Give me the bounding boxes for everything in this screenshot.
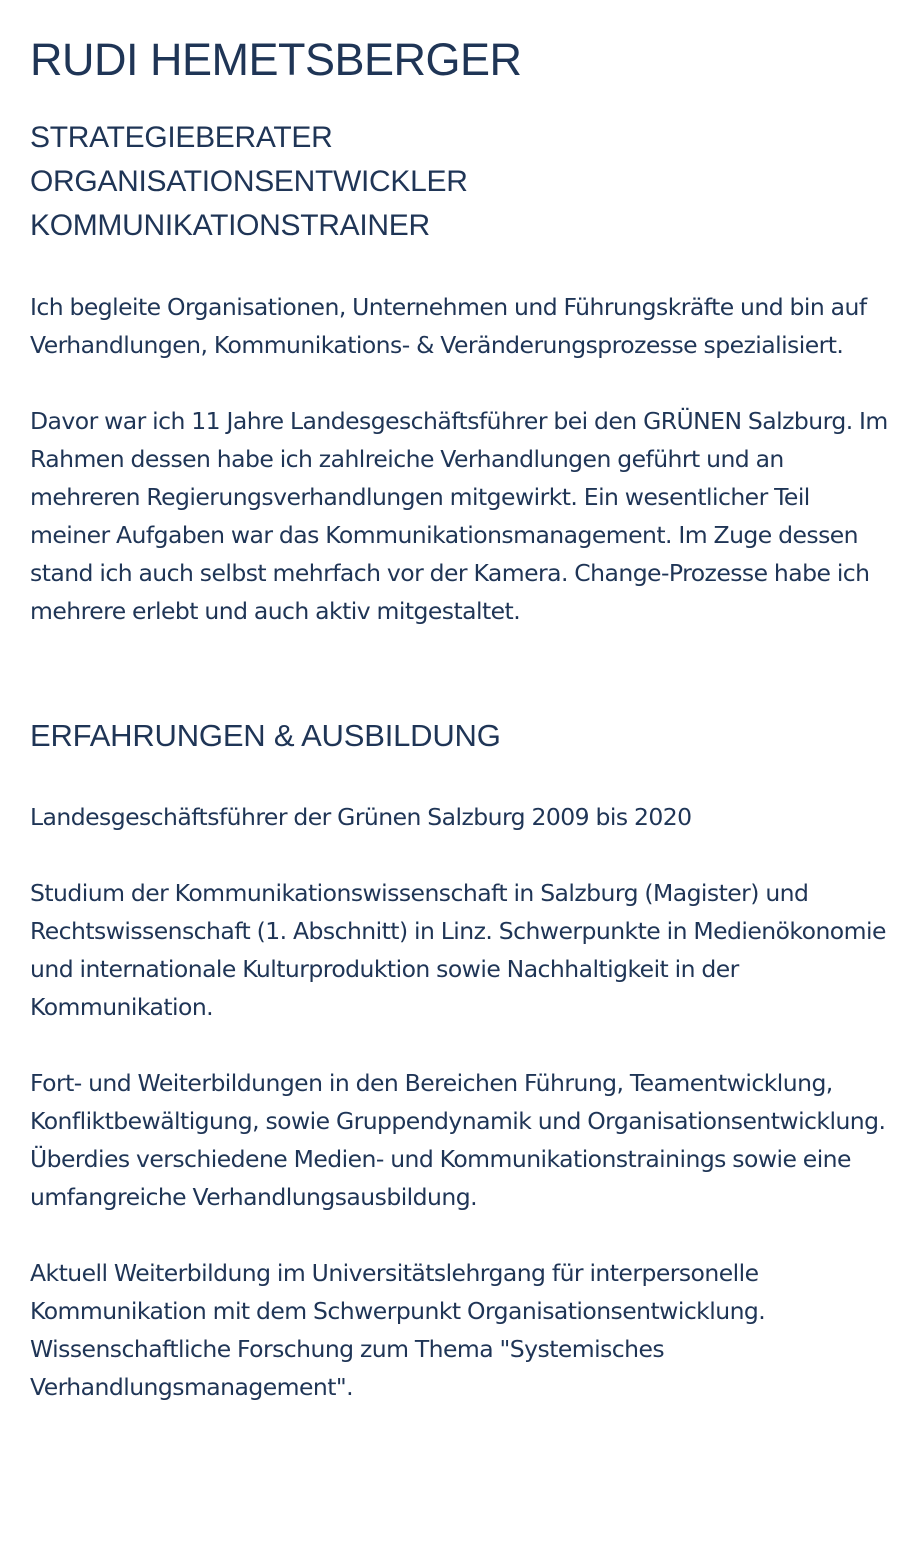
experience-item-position: Landesgeschäftsführer der Grünen Salzburg 2009 bis 2020	[30, 803, 692, 831]
role-communication-trainer: KOMMUNIKATIONSTRAINER	[30, 209, 430, 242]
experience-heading: ERFAHRUNGEN & AUSBILDUNG	[30, 718, 501, 753]
role-list	[30, 116, 894, 248]
person-name: RUDI HEMETSBERGER	[30, 34, 522, 85]
experience-item-current-education: Aktuell Weiterbildung im Universitätslehrgang für interpersonelle Kommunikation mit dem Schwerpunkt Organisationsentwicklung. Wissenschaftliche Forschung zum Thema "Systemisches Verhandlungsmanagement".	[30, 1259, 766, 1401]
intro-paragraph: Ich begleite Organisationen, Unternehmen und Führungskräfte und bin auf Verhandlungen, Kommunikations- & Veränderungsprozesse spezialisiert.	[30, 293, 867, 359]
experience-item-studies: Studium der Kommunikationswissenschaft in Salzburg (Magister) und Rechtswissenschaft (1. Abschnitt) in Linz. Schwerpunkte in Medienökonomie und internationale Kulturproduktion sowie Nachhaltigkeit in der Kommunikation.	[30, 879, 886, 1021]
role-organization-developer: ORGANISATIONSENTWICKLER	[30, 165, 468, 198]
experience-item-trainings: Fort- und Weiterbildungen in den Bereichen Führung, Teamentwicklung, Konfliktbewältigung, sowie Gruppendynamik und Organisationsentwicklung. Überdies verschiedene Medien- und Kommunikationstrainings sowie eine umfangreiche Verhandlungsausbildung.	[30, 1069, 886, 1211]
background-paragraph: Davor war ich 11 Jahre Landesgeschäftsführer bei den GRÜNEN Salzburg. Im Rahmen dessen habe ich zahlreiche Verhandlungen geführt und an mehreren Regierungsverhandlungen mitgewirkt. Ein wesentlicher Teil meiner Aufgaben war das Kommunikationsmanagement. Im Zuge dessen stand ich auch selbst mehrfach vor der Kamera. Change-Prozesse habe ich mehrere erlebt und auch aktiv mitgestaltet.	[30, 407, 888, 625]
role-strategy-consultant: STRATEGIEBERATER	[30, 121, 333, 154]
